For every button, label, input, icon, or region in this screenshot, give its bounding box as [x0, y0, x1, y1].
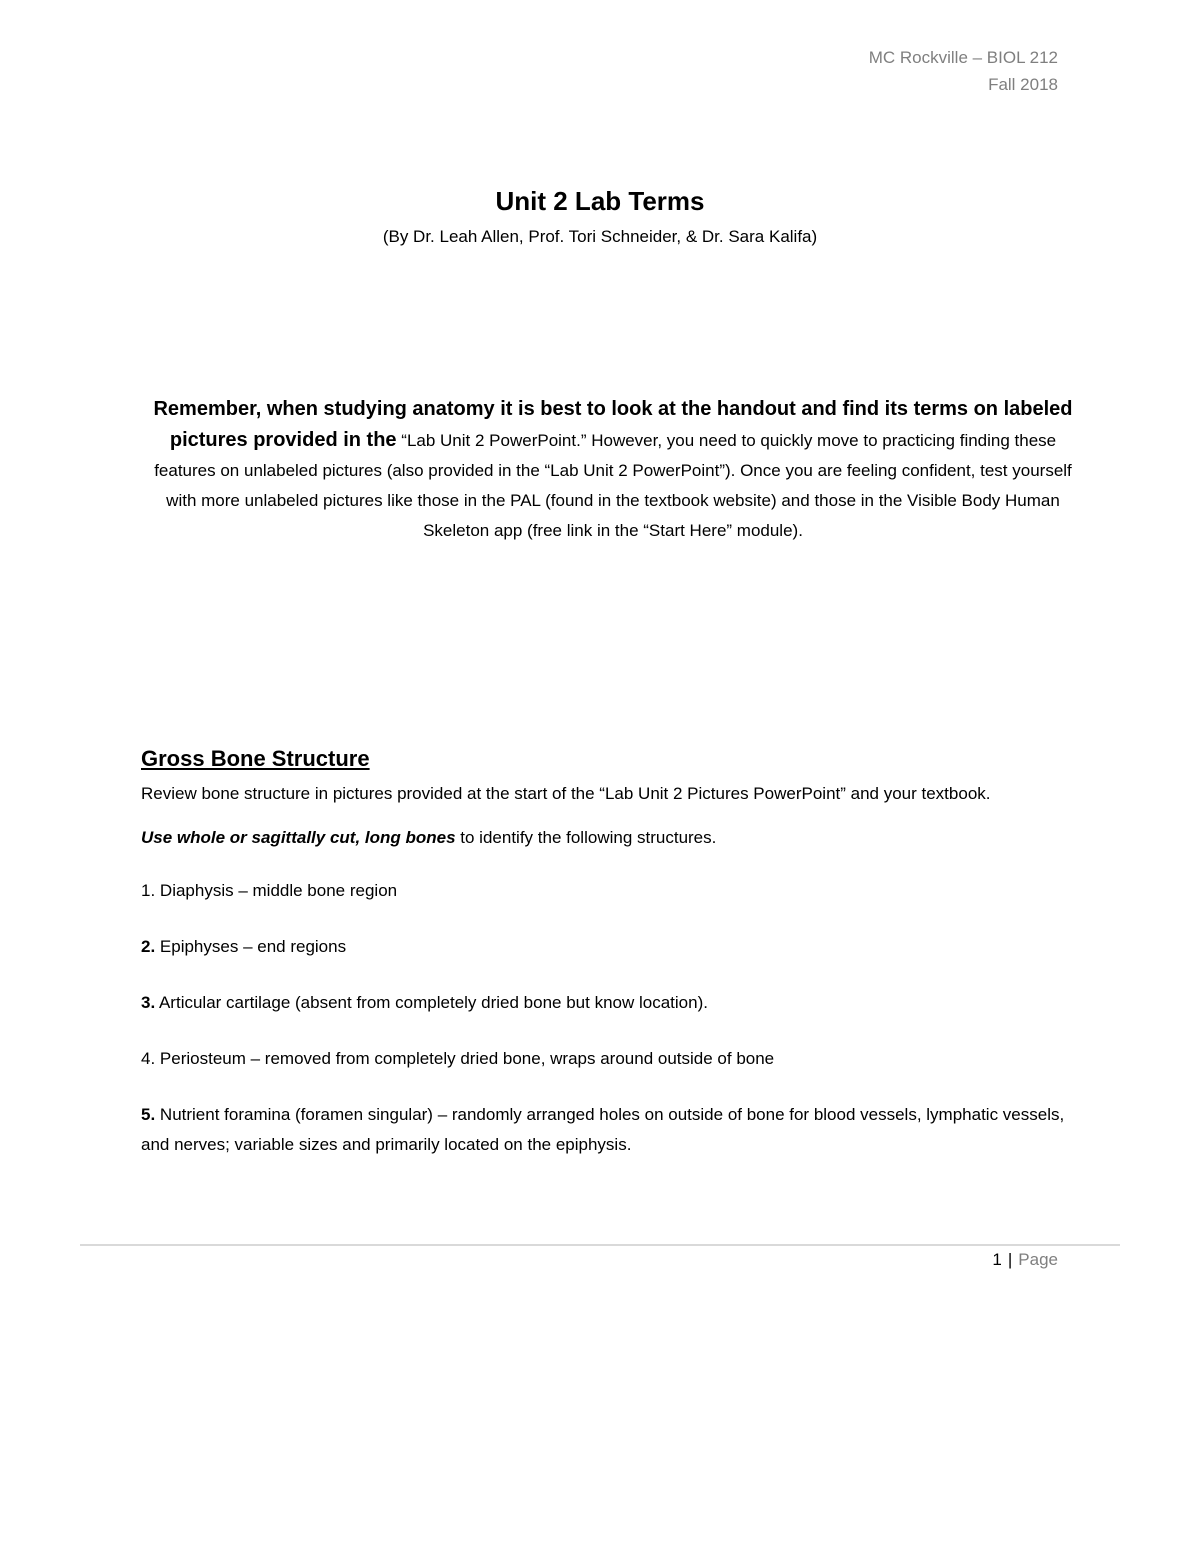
term-item: [141, 932, 1071, 962]
term-text: Nutrient foramina (foramen singular) – randomly arranged holes on outside of bone for blood vessels, lymphatic vessels, and nerves; variable sizes and primarily located on the epiphysis.: [141, 1105, 1065, 1154]
term-text: Epiphyses – end regions: [155, 937, 347, 956]
study-note-text: “Lab Unit 2 PowerPoint.” However, you need to quickly move to practicing finding these features on unlabeled pictures (also provided in the “Lab Unit 2 PowerPoint”). Once you are feeling confident, test yourself with more unlabeled pictures like those in the PAL (found in the textbook website) and those in the Visible Body Human Skeleton app (free link in the “Start Here” module).: [154, 431, 1072, 540]
term-number: 4.: [141, 1049, 156, 1068]
header-term: Fall 2018: [988, 75, 1058, 94]
term-item: [141, 876, 1071, 906]
page-footer: [992, 1250, 1058, 1270]
term-number: 2.: [141, 937, 156, 956]
page-number: 1: [992, 1250, 1002, 1269]
document-authors: (By Dr. Leah Allen, Prof. Tori Schneider, & Dr. Sara Kalifa): [382, 227, 818, 246]
gross-bone-structure-section: [141, 746, 1071, 1160]
study-note-bold: Remember, when studying anatomy it is best to look at the handout and find its terms on labeled pictures provided in the: [153, 398, 1073, 451]
term-number: 3.: [141, 993, 156, 1012]
page-label: Page: [1018, 1250, 1058, 1269]
term-text: Diaphysis – middle bone region: [155, 881, 398, 900]
term-item: [141, 1044, 1071, 1074]
header-course: MC Rockville – BIOL 212: [868, 48, 1058, 67]
footer-divider: [80, 1244, 1120, 1246]
term-item: [141, 988, 1071, 1018]
term-number: 5.: [141, 1105, 156, 1124]
term-number: 1.: [141, 881, 156, 900]
section-heading: Gross Bone Structure: [141, 746, 370, 771]
term-text: Periosteum – removed from completely dried bone, wraps around outside of bone: [155, 1049, 775, 1068]
term-text: Articular cartilage (absent from completely dried bone but know location).: [155, 993, 708, 1012]
instruction-paragraph: [141, 826, 1071, 850]
study-note-paragraph: [138, 394, 1088, 546]
page-header: [869, 44, 1058, 98]
document-title: Unit 2 Lab Terms: [495, 186, 705, 216]
instruction-emphasis: Use whole or sagittally cut, long bones: [141, 828, 456, 847]
review-paragraph: Review bone structure in pictures provided at the start of the “Lab Unit 2 Pictures PowerPoint” and your textbook.: [141, 784, 991, 803]
footer-separator: |: [1007, 1250, 1013, 1269]
term-item: [141, 1100, 1071, 1160]
instruction-text: to identify the following structures.: [455, 828, 717, 847]
